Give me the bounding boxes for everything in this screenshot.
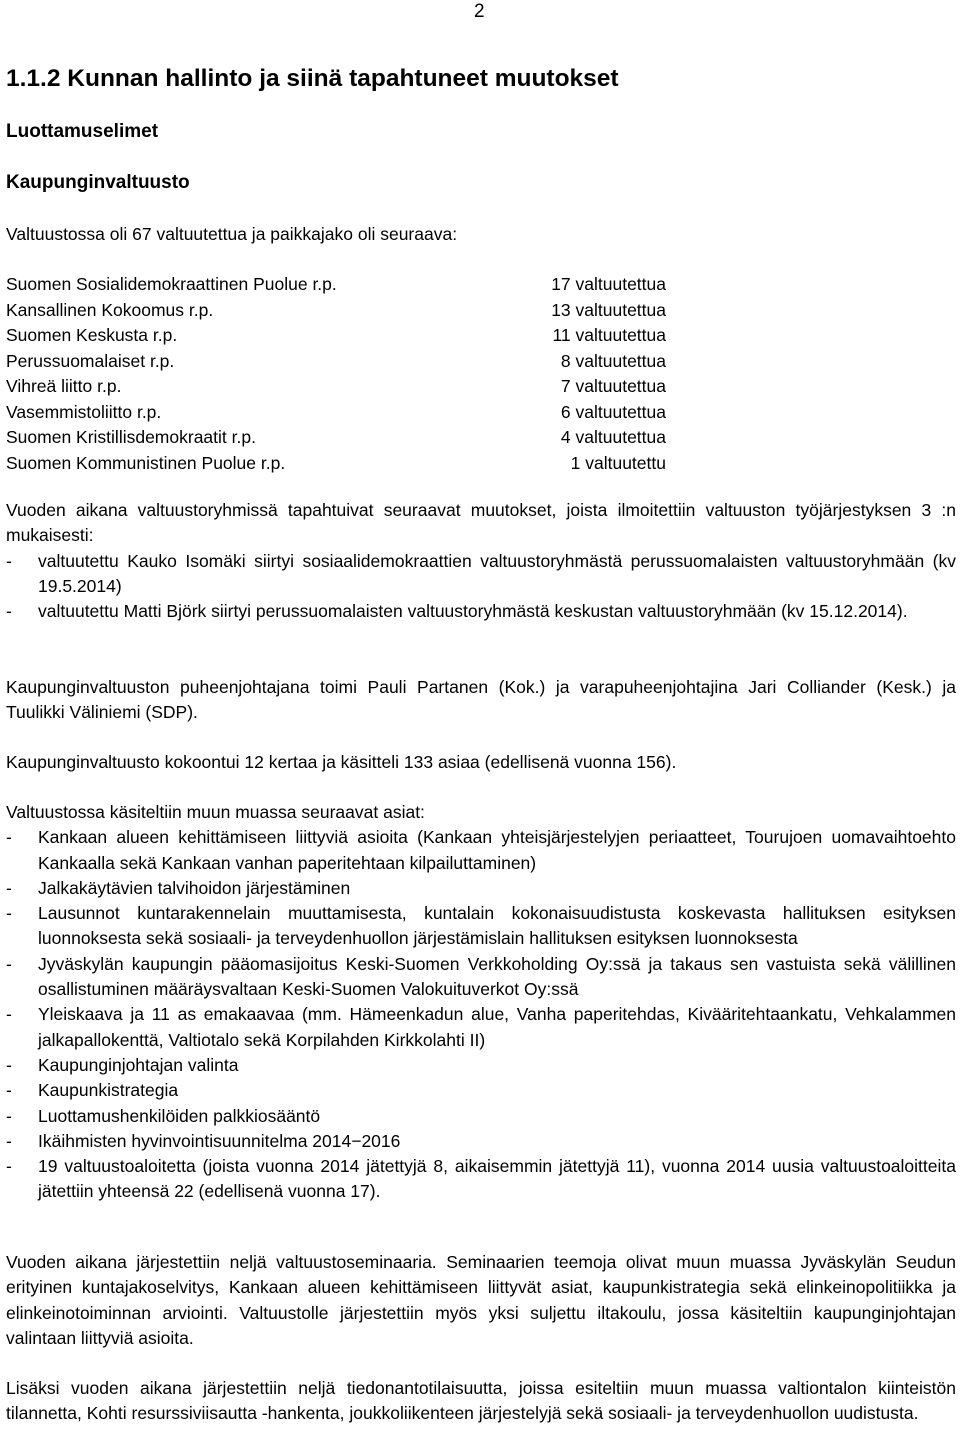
party-seats: 7 valtuutettua [560,376,666,396]
list-item-text: 19 valtuustoaloitetta (joista vuonna 2014 jätettyjä 8, aikaisemmin jätettyjä 11), vuonna 2014 uusia valtuustoaloitteita jätettiin yhteensä 22 (edellisenä vuonna 17). [38,1156,956,1202]
party-row [6,374,726,400]
list-item [6,825,956,876]
party-row [6,323,726,349]
subheading-kaupunginvaltuusto: Kaupunginvaltuusto [6,172,190,193]
chair-paragraph: Kaupunginvaltuuston puheenjohtajana toimi Pauli Partanen (Kok.) ja varapuheenjohtajina Jari Colliander (Kesk.) ja Tuulikki Väliniemi (SDP). [6,677,956,723]
list-item-text: Luottamushenkilöiden palkkiosääntö [38,1105,321,1126]
party-row [6,451,726,477]
dash-bullet: - [6,1054,12,1075]
dash-bullet: - [6,1080,12,1101]
list-item-text: Yleiskaava ja 11 as emakaavaa (mm. Hämeenkadun alue, Vanha paperitehdas, Kivääritehtaankatu, Vehkalammen jalkapallokenttä, Valtiotalo sekä Korpilahden Kirkkolahti II) [38,1004,956,1050]
list-item-text: Kaupunginjohtajan valinta [38,1054,239,1075]
list-item [6,1002,956,1053]
list-item [6,952,956,1003]
party-name: Suomen Sosialidemokraattinen Puolue r.p. [6,274,337,294]
party-name: Suomen Kommunistinen Puolue r.p. [6,452,286,473]
list-item-text: Jalkakäytävien talvihoidon järjestäminen [38,877,351,898]
dash-bullet: - [6,953,12,974]
dash-bullet: - [6,1004,12,1025]
list-item-text: Lausunnot kuntarakennelain muuttamisesta, kuntalain kokonaisuudistusta koskevasta hallituksen esityksen luonnoksesta sekä sosiaali- ja terveydenhuollon järjestämislain hallituksen esityksen luonnoksesta [38,903,956,949]
party-seats: 8 valtuutettua [560,350,666,371]
list-item-text: Kankaan alueen kehittämiseen liittyviä asioita (Kankaan yhteisjärjestelyjen periaatteet, Tourujoen uomavaihtoehto Kankaalla sekä Kankaan vanhan paperitehtaan kilpailuttaminen) [38,827,956,873]
party-row [6,425,726,451]
subheading-luottamuselimet: Luottamuselimet [6,121,159,142]
dash-bullet: - [6,1156,12,1177]
section-heading: 1.1.2 Kunnan hallinto ja siinä tapahtuneet muutokset [6,65,619,92]
list-item [6,901,956,952]
list-item [6,1129,956,1154]
list-item [6,599,956,624]
list-item [6,876,956,901]
party-seat-list [6,272,726,476]
party-row [6,400,726,426]
party-name: Perussuomalaiset r.p. [6,350,175,371]
info-sessions-paragraph: Lisäksi vuoden aikana järjestettiin neljä tiedonantotilaisuutta, joissa esiteltiin muun muassa valtiontalon kiinteistön tilannetta, Kohti resurssiviisautta -hankenta, joukkoliikenteen järjestelyjä sekä sosiaali- ja terveydenhuollon uudistusta. [6,1378,956,1424]
party-name: Kansallinen Kokoomus r.p. [6,299,214,320]
topics-intro: Valtuustossa käsiteltiin muun muassa seuraavat asiat: [6,802,425,822]
list-item [6,1104,956,1129]
list-item [6,1053,956,1078]
party-seats: 13 valtuutettua [551,299,666,320]
topics-section [6,800,956,1205]
party-name: Vasemmistoliitto r.p. [6,401,162,422]
changes-section [6,498,956,624]
dash-bullet: - [6,1105,12,1126]
meetings-paragraph: Kaupunginvaltuusto kokoontui 12 kertaa ja käsitteli 133 asiaa (edellisenä vuonna 156). [6,752,677,772]
list-item-text: Kaupunkistrategia [38,1080,179,1101]
changes-list [6,549,956,625]
party-seats: 17 valtuutettua [551,274,666,294]
party-row [6,272,726,298]
changes-intro: Vuoden aikana valtuustoryhmissä tapahtuivat seuraavat muutokset, joista ilmoitettiin valtuuston työjärjestyksen 3 :n mukaisesti: [6,500,956,546]
party-seats: 1 valtuutettu [570,452,666,473]
list-item [6,1078,956,1103]
dash-bullet: - [6,827,12,848]
party-seats: 6 valtuutettua [560,401,666,422]
dash-bullet: - [6,550,12,571]
list-item-text: valtuutettu Kauko Isomäki siirtyi sosiaalidemokraattien valtuustoryhmästä perussuomalaisten valtuustoryhmään (kv 19.5.2014) [38,550,956,596]
party-name: Suomen Kristillisdemokraatit r.p. [6,427,256,447]
list-item-text: Jyväskylän kaupungin pääomasijoitus Keski-Suomen Verkkoholding Oy:ssä ja takaus sen vastuista sekä välillinen osallistuminen määräysvaltaan Keski-Suomen Valokuituverkot Oy:ssä [38,953,956,1000]
dash-bullet: - [6,601,12,622]
topics-list [6,825,956,1204]
party-name: Vihreä liitto r.p. [6,376,122,396]
party-seats: 11 valtuutettua [552,325,666,345]
party-seats: 4 valtuutettua [560,427,666,447]
page-number: 2 [474,1,485,22]
list-item-text: Ikäihmisten hyvinvointisuunnitelma 2014−2016 [38,1130,401,1151]
party-name: Suomen Keskusta r.p. [6,325,178,345]
party-row [6,298,726,324]
intro-paragraph: Valtuustossa oli 67 valtuutettua ja paikkajako oli seuraava: [6,224,458,244]
dash-bullet: - [6,1130,12,1151]
party-row [6,349,726,375]
dash-bullet: - [6,877,12,898]
list-item-text: valtuutettu Matti Björk siirtyi perussuomalaisten valtuustoryhmästä keskustan valtuustoryhmään (kv 15.12.2014). [38,601,908,622]
list-item [6,549,956,600]
dash-bullet: - [6,903,12,924]
seminars-paragraph: Vuoden aikana järjestettiin neljä valtuustoseminaaria. Seminaarien teemoja olivat muun muassa Jyväskylän Seudun erityinen kuntajakoselvitys, Kankaan alueen kehittämiseen liittyvät asiat, kaupunkistrategia sekä elinkeinopolitiikka ja elinkeinotoiminnan arviointi. Valtuustolle järjestettiin myös yksi suljettu iltakoulu, jossa käsiteltiin kaupunginjohtajan valintaan liittyviä asioita. [6,1252,956,1348]
list-item [6,1154,956,1205]
